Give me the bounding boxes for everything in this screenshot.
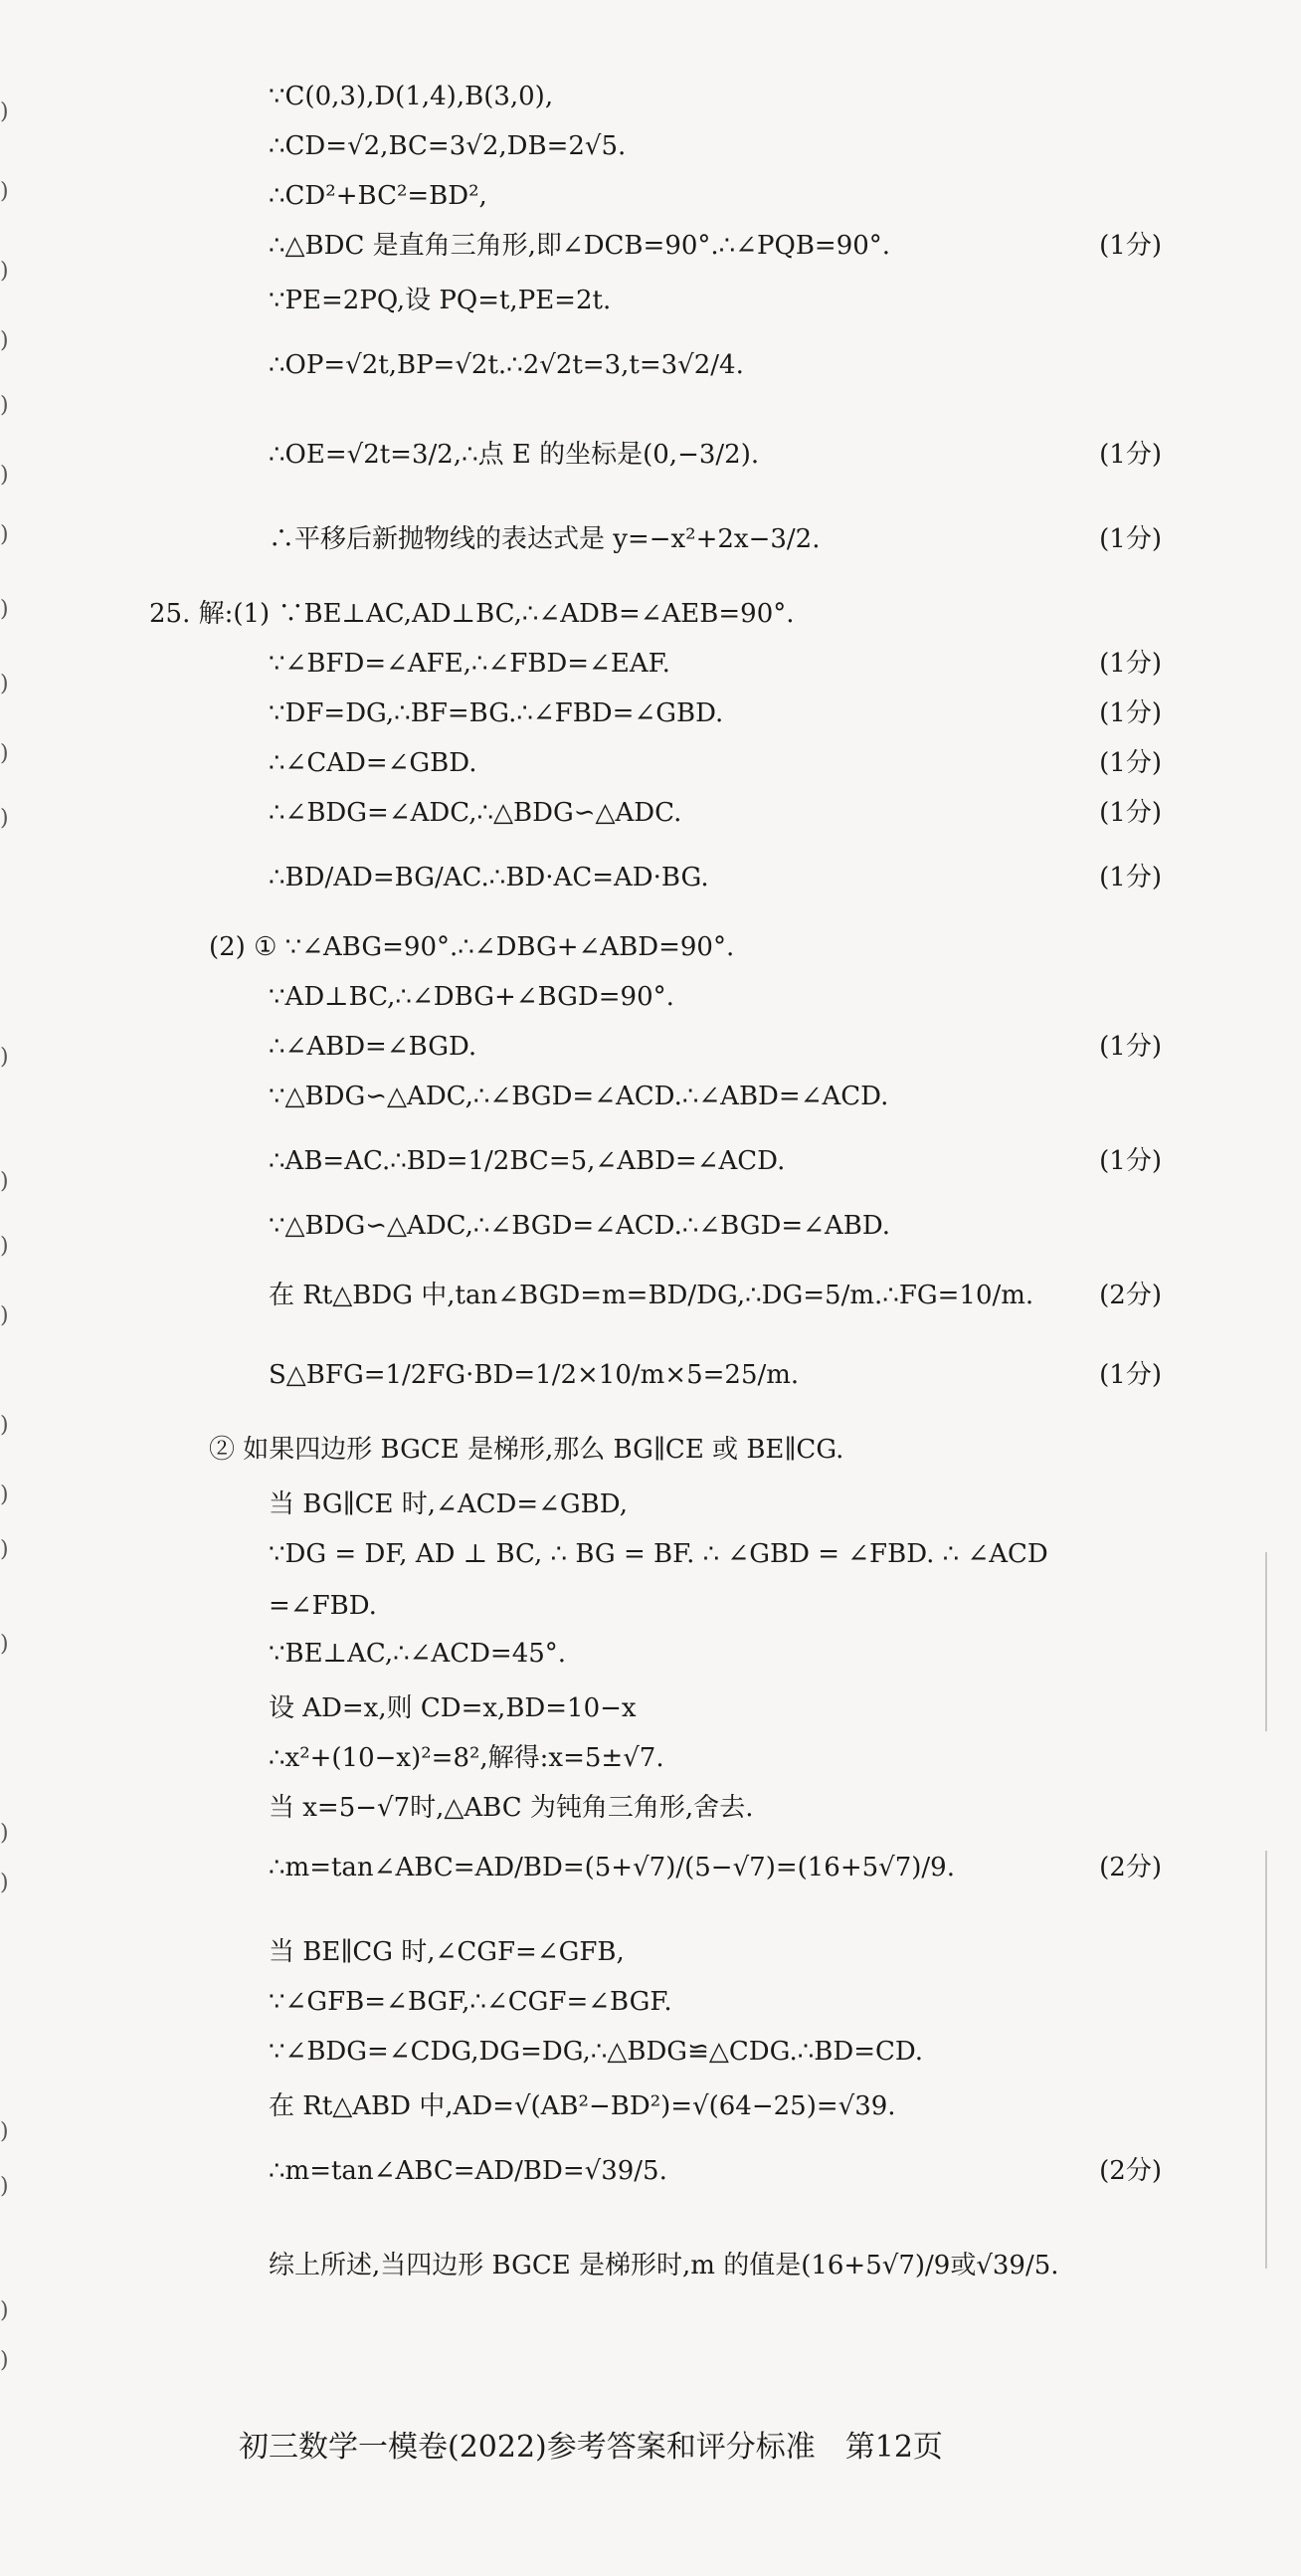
- solution-line: ∴m=tan∠ABC=AD/BD=√39/5.: [269, 2156, 667, 2186]
- score-label: (2分): [1099, 2156, 1162, 2186]
- solution-line: ∴∠ABD=∠BGD.: [269, 1032, 477, 1062]
- solution-line: ∵BE⊥AC,∴∠ACD=45°.: [269, 1639, 567, 1669]
- solution-line: ∵∠GFB=∠BGF,∴∠CGF=∠BGF.: [269, 1987, 672, 2017]
- score-label: (1分): [1099, 698, 1162, 728]
- margin-mark: ): [0, 522, 9, 547]
- solution-line: (2) ① ∵∠ABG=90°.∴∠DBG+∠ABD=90°.: [209, 932, 735, 962]
- solution-line: ∴△BDC 是直角三角形,即∠DCB=90°.∴∠PQB=90°.: [269, 231, 891, 261]
- solution-line: ∴BD/AD=BG/AC.∴BD·AC=AD·BG.: [269, 863, 709, 892]
- margin-mark: ): [0, 1303, 9, 1328]
- solution-line: ∵DG = DF, AD ⊥ BC, ∴ BG = BF. ∴ ∠GBD = ∠FBD. ∴ ∠ACD: [269, 1539, 1048, 1569]
- margin-mark: ): [0, 1483, 9, 1507]
- margin-mark: ): [0, 1632, 9, 1657]
- margin-mark: ): [0, 1045, 9, 1070]
- solution-line: ∴m=tan∠ABC=AD/BD=(5+√7)/(5−√7)=(16+5√7)/9.: [269, 1853, 955, 1882]
- margin-mark: ): [0, 393, 9, 418]
- solution-line: ∴AB=AC.∴BD=1/2BC=5,∠ABD=∠ACD.: [269, 1146, 786, 1176]
- score-label: (1分): [1099, 524, 1162, 554]
- solution-line: ∴平移后新抛物线的表达式是 y=−x²+2x−3/2.: [269, 524, 821, 554]
- solution-line: ∵△BDG∽△ADC,∴∠BGD=∠ACD.∴∠ABD=∠ACD.: [269, 1082, 889, 1111]
- solution-line: ∴∠CAD=∠GBD.: [269, 748, 477, 778]
- margin-mark: ): [0, 99, 9, 124]
- solution-line: ∵∠BFD=∠AFE,∴∠FBD=∠EAF.: [269, 649, 670, 679]
- margin-mark: ): [0, 1413, 9, 1438]
- solution-line: ∵C(0,3),D(1,4),B(3,0),: [269, 82, 554, 111]
- right-edge-mark: [1265, 1552, 1267, 1731]
- margin-mark: ): [0, 2174, 9, 2199]
- solution-line: ∵AD⊥BC,∴∠DBG+∠BGD=90°.: [269, 982, 674, 1012]
- solution-line: ∴OE=√2t=3/2,∴点 E 的坐标是(0,−3/2).: [269, 440, 760, 470]
- score-label: (1分): [1099, 231, 1162, 261]
- score-label: (1分): [1099, 863, 1162, 892]
- score-label: (2分): [1099, 1853, 1162, 1882]
- margin-mark: ): [0, 463, 9, 488]
- margin-mark: ): [0, 2298, 9, 2323]
- score-label: (1分): [1099, 748, 1162, 778]
- solution-line: 在 Rt△ABD 中,AD=√(AB²−BD²)=√(64−25)=√39.: [269, 2091, 896, 2121]
- margin-mark: ): [0, 672, 9, 696]
- solution-line: 当 x=5−√7时,△ABC 为钝角三角形,舍去.: [269, 1793, 754, 1823]
- solution-line: S△BFG=1/2FG·BD=1/2×10/m×5=25/m.: [269, 1360, 800, 1390]
- solution-line: 综上所述,当四边形 BGCE 是梯形时,m 的值是(16+5√7)/9或√39/5.: [269, 2251, 1059, 2280]
- margin-mark: ): [0, 179, 9, 204]
- margin-mark: ): [0, 259, 9, 284]
- solution-line: ∴CD²+BC²=BD²,: [269, 181, 487, 211]
- solution-line: 25. 解:(1) ∵BE⊥AC,AD⊥BC,∴∠ADB=∠AEB=90°.: [149, 599, 795, 629]
- right-edge-mark: [1265, 1851, 1267, 2269]
- margin-mark: ): [0, 1169, 9, 1194]
- score-label: (1分): [1099, 440, 1162, 470]
- margin-mark: ): [0, 2119, 9, 2144]
- solution-line: 在 Rt△BDG 中,tan∠BGD=m=BD/DG,∴DG=5/m.∴FG=10/m.: [269, 1281, 1034, 1310]
- solution-line: ∵∠BDG=∠CDG,DG=DG,∴△BDG≌△CDG.∴BD=CD.: [269, 2037, 924, 2067]
- score-label: (1分): [1099, 1360, 1162, 1390]
- solution-line: 当 BE∥CG 时,∠CGF=∠GFB,: [269, 1937, 625, 1967]
- solution-line: ② 如果四边形 BGCE 是梯形,那么 BG∥CE 或 BE∥CG.: [209, 1435, 844, 1465]
- score-label: (2分): [1099, 1281, 1162, 1310]
- score-label: (1分): [1099, 798, 1162, 828]
- margin-mark: ): [0, 1234, 9, 1259]
- score-label: (1分): [1099, 1032, 1162, 1062]
- margin-mark: ): [0, 328, 9, 353]
- solution-line: ∵PE=2PQ,设 PQ=t,PE=2t.: [269, 286, 612, 315]
- score-label: (1分): [1099, 1146, 1162, 1176]
- margin-mark: ): [0, 597, 9, 622]
- solution-line: ∴OP=√2t,BP=√2t.∴2√2t=3,t=3√2/4.: [269, 350, 744, 380]
- margin-mark: ): [0, 1871, 9, 1895]
- margin-mark: ): [0, 1821, 9, 1846]
- solution-line: ∵DF=DG,∴BF=BG.∴∠FBD=∠GBD.: [269, 698, 724, 728]
- solution-line: 设 AD=x,则 CD=x,BD=10−x: [269, 1693, 637, 1723]
- margin-mark: ): [0, 2348, 9, 2373]
- page-footer: 初三数学一模卷(2022)参考答案和评分标准 第12页: [239, 2430, 943, 2465]
- score-label: (1分): [1099, 649, 1162, 679]
- solution-line: =∠FBD.: [269, 1591, 377, 1621]
- solution-line: ∴∠BDG=∠ADC,∴△BDG∽△ADC.: [269, 798, 682, 828]
- margin-mark: ): [0, 741, 9, 766]
- solution-line: ∵△BDG∽△ADC,∴∠BGD=∠ACD.∴∠BGD=∠ABD.: [269, 1211, 891, 1241]
- solution-line: ∴CD=√2,BC=3√2,DB=2√5.: [269, 131, 627, 161]
- margin-mark: ): [0, 1537, 9, 1562]
- solution-line: 当 BG∥CE 时,∠ACD=∠GBD,: [269, 1489, 628, 1519]
- margin-mark: ): [0, 806, 9, 831]
- solution-line: ∴x²+(10−x)²=8²,解得:x=5±√7.: [269, 1743, 664, 1773]
